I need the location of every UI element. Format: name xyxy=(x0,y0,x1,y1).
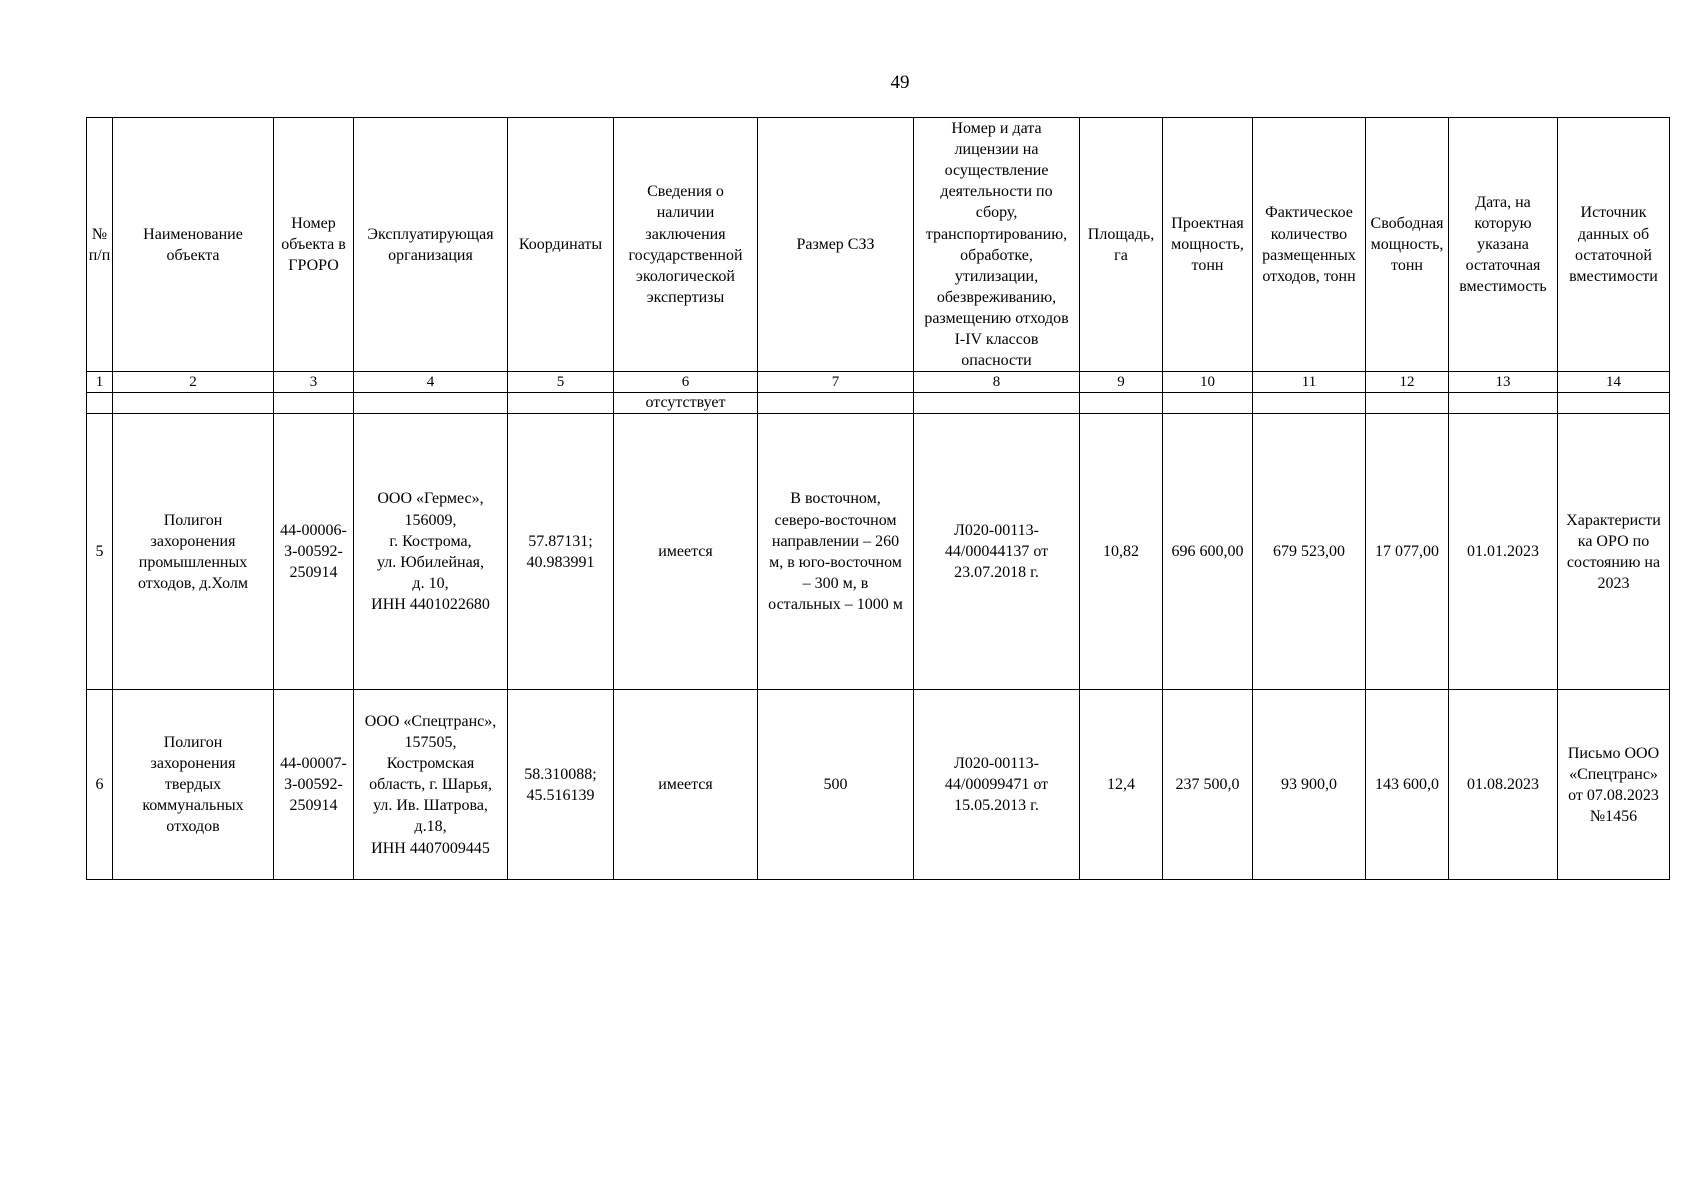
table-cell xyxy=(914,393,1080,414)
cell-num: 6 xyxy=(87,690,113,880)
column-number: 1 xyxy=(87,372,113,393)
column-number-row xyxy=(87,372,1670,393)
cell-free-capacity: 143 600,0 xyxy=(1366,690,1449,880)
header-coords: Координаты xyxy=(508,118,614,372)
continuation-row xyxy=(87,393,1670,414)
cell-szz: 500 xyxy=(758,690,914,880)
column-number: 8 xyxy=(914,372,1080,393)
header-license: Номер и дата лицензии на осуществление деятельности по сбору, транспортированию, обработке, утилизации, обезвреживанию, размещению отходов I-IV классов опасности xyxy=(914,118,1080,372)
cell-actual-amount: 93 900,0 xyxy=(1253,690,1366,880)
cell-license: Л020-00113- 44/00099471 от 15.05.2013 г. xyxy=(914,690,1080,880)
table-cell xyxy=(87,393,113,414)
header-expertise: Сведения о наличии заключения государственной экологической экспертизы xyxy=(614,118,758,372)
column-number: 5 xyxy=(508,372,614,393)
header-area: Площадь, га xyxy=(1080,118,1163,372)
cell-area: 12,4 xyxy=(1080,690,1163,880)
column-number: 2 xyxy=(113,372,274,393)
column-number: 3 xyxy=(274,372,354,393)
table-row xyxy=(87,414,1670,690)
table-header-row xyxy=(87,118,1670,372)
column-number: 9 xyxy=(1080,372,1163,393)
header-source: Источник данных об остаточной вместимости xyxy=(1558,118,1670,372)
cell-expertise: имеется xyxy=(614,414,758,690)
column-number: 12 xyxy=(1366,372,1449,393)
table-row xyxy=(87,690,1670,880)
header-operator: Эксплуатирующая организация xyxy=(354,118,508,372)
header-design-capacity: Проектная мощность, тонн xyxy=(1163,118,1253,372)
cell-area: 10,82 xyxy=(1080,414,1163,690)
table-cell xyxy=(354,393,508,414)
table-cell xyxy=(758,393,914,414)
header-num: № п/п xyxy=(87,118,113,372)
header-free-capacity: Свободная мощность, тонн xyxy=(1366,118,1449,372)
cell-actual-amount: 679 523,00 xyxy=(1253,414,1366,690)
column-number: 14 xyxy=(1558,372,1670,393)
column-number: 7 xyxy=(758,372,914,393)
cell-source: Письмо ООО «Спецтранс» от 07.08.2023 №1456 xyxy=(1558,690,1670,880)
cell-operator: ООО «Спецтранс», 157505, Костромская область, г. Шарья, ул. Ив. Шатрова, д.18, ИНН 4407009445 xyxy=(354,690,508,880)
header-szz: Размер СЗЗ xyxy=(758,118,914,372)
cell-operator: ООО «Гермес», 156009, г. Кострома, ул. Юбилейная, д. 10, ИНН 4401022680 xyxy=(354,414,508,690)
cell-groro: 44-00007- З-00592- 250914 xyxy=(274,690,354,880)
table-cell xyxy=(1449,393,1558,414)
cell-name: Полигон захоронения промышленных отходов, д.Холм xyxy=(113,414,274,690)
cell-license: Л020-00113- 44/00044137 от 23.07.2018 г. xyxy=(914,414,1080,690)
continuation-note: отсутствует xyxy=(614,393,758,414)
column-number: 4 xyxy=(354,372,508,393)
table-cell xyxy=(1558,393,1670,414)
header-date: Дата, на которую указана остаточная вместимость xyxy=(1449,118,1558,372)
cell-design-capacity: 237 500,0 xyxy=(1163,690,1253,880)
table-cell xyxy=(1163,393,1253,414)
cell-design-capacity: 696 600,00 xyxy=(1163,414,1253,690)
table-cell xyxy=(113,393,274,414)
cell-expertise: имеется xyxy=(614,690,758,880)
table-cell xyxy=(1253,393,1366,414)
cell-name: Полигон захоронения твердых коммунальных отходов xyxy=(113,690,274,880)
column-number: 6 xyxy=(614,372,758,393)
header-groro: Номер объекта в ГРОРО xyxy=(274,118,354,372)
cell-free-capacity: 17 077,00 xyxy=(1366,414,1449,690)
column-number: 11 xyxy=(1253,372,1366,393)
table-cell xyxy=(508,393,614,414)
header-actual-amount: Фактическое количество размещенных отходов, тонн xyxy=(1253,118,1366,372)
cell-source: Характеристи ка ОРО по состоянию на 2023 xyxy=(1558,414,1670,690)
table-cell xyxy=(1080,393,1163,414)
cell-szz: В восточном, северо-восточном направлении – 260 м, в юго-восточном – 300 м, в остальных – 1000 м xyxy=(758,414,914,690)
cell-date: 01.08.2023 xyxy=(1449,690,1558,880)
header-name: Наименование объекта xyxy=(113,118,274,372)
cell-date: 01.01.2023 xyxy=(1449,414,1558,690)
cell-coords: 57.87131; 40.983991 xyxy=(508,414,614,690)
table-cell xyxy=(274,393,354,414)
table-cell xyxy=(1366,393,1449,414)
cell-groro: 44-00006- З-00592- 250914 xyxy=(274,414,354,690)
cell-num: 5 xyxy=(87,414,113,690)
waste-facilities-table xyxy=(86,117,1670,880)
column-number: 10 xyxy=(1163,372,1253,393)
column-number: 13 xyxy=(1449,372,1558,393)
cell-coords: 58.310088; 45.516139 xyxy=(508,690,614,880)
page-number: 49 xyxy=(890,72,910,93)
